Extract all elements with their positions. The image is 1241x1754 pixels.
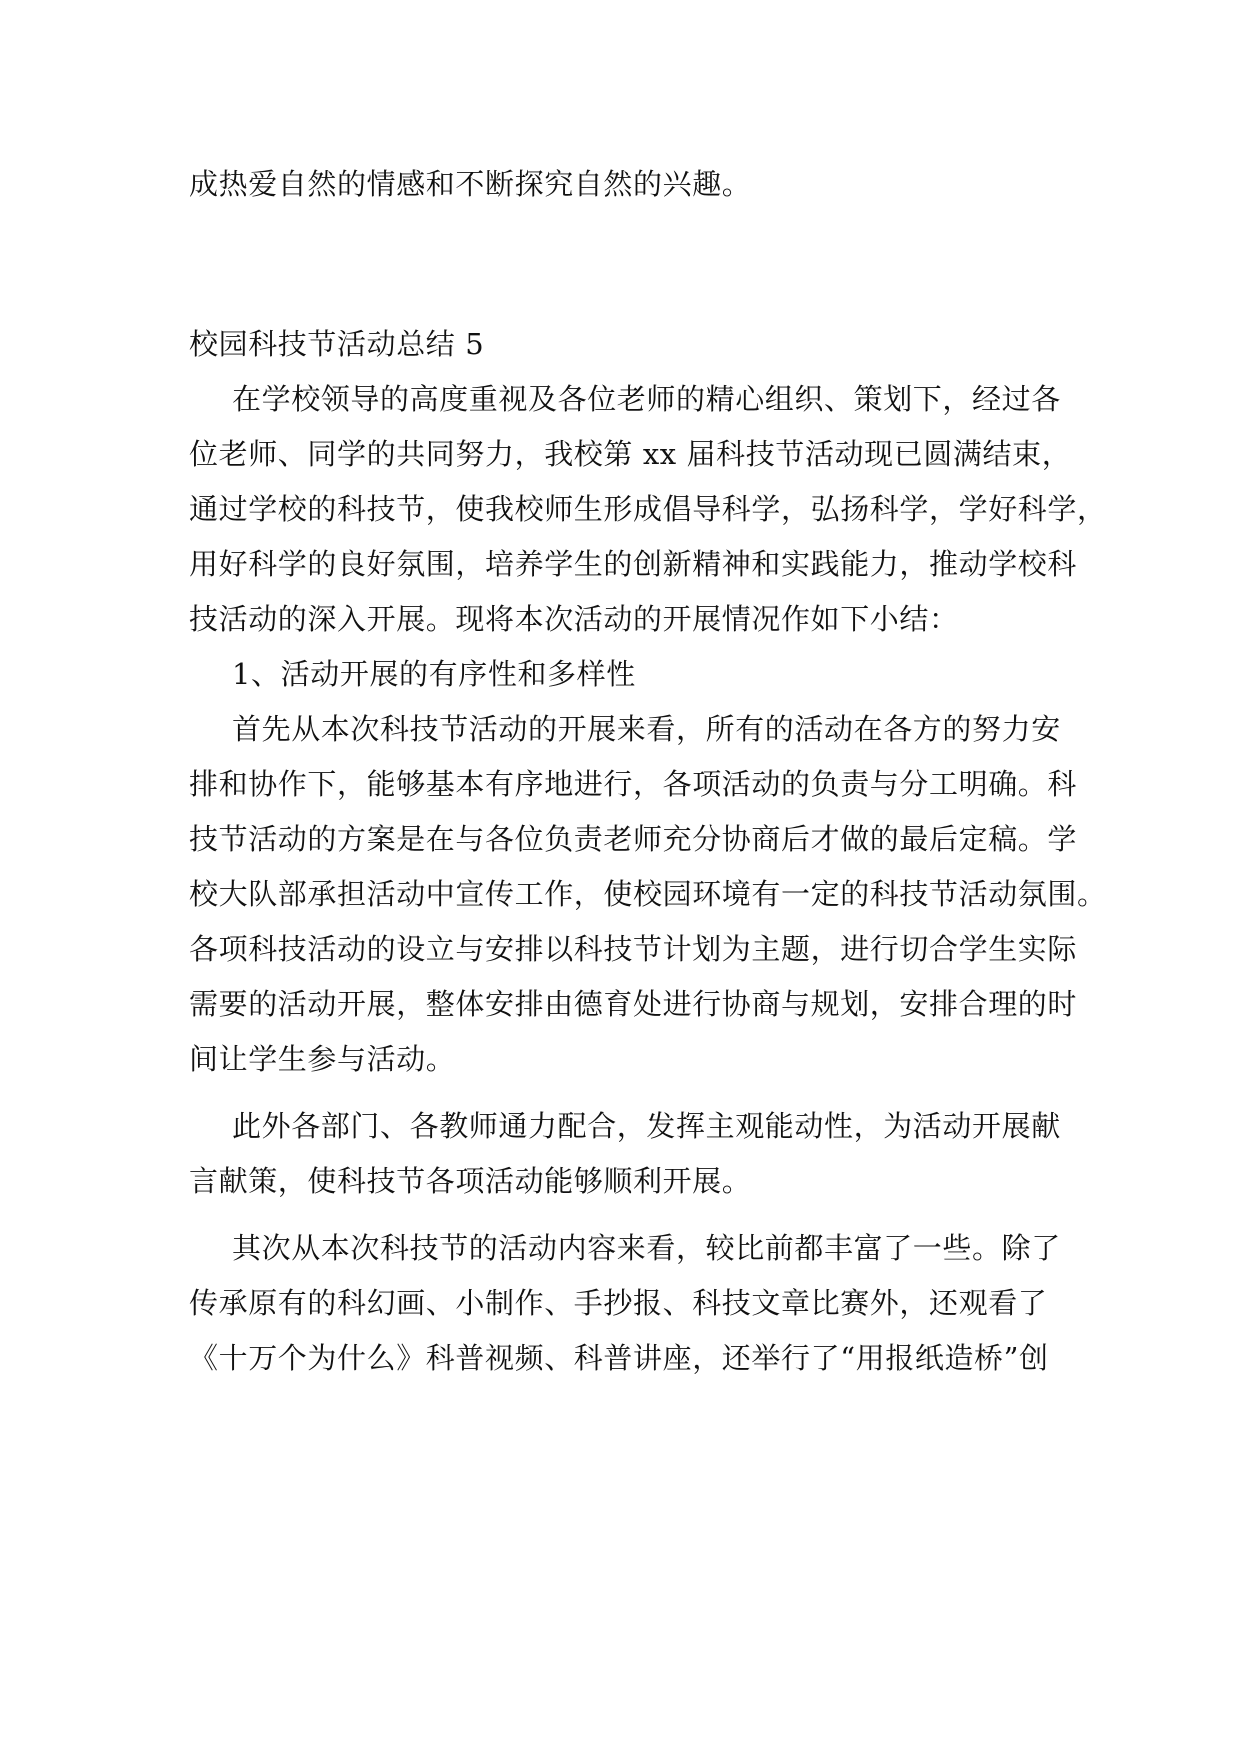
paragraph-line: 需要的活动开展，整体安排由德育处进行协商与规划，安排合理的时 <box>189 987 1078 1021</box>
paragraph-line: 间让学生参与活动。 <box>189 1042 456 1076</box>
paragraph-line: 《十万个为什么》科普视频、科普讲座，还举行了“用报纸造桥”创 <box>189 1341 1049 1375</box>
paragraph-line: 其次从本次科技节的活动内容来看，较比前都丰富了一些。除了 <box>232 1231 1061 1265</box>
paragraph-line: 排和协作下，能够基本有序地进行，各项活动的负责与分工明确。科 <box>189 767 1078 801</box>
paragraph-line: 各项科技活动的设立与安排以科技节计划为主题，进行切合学生实际 <box>189 932 1078 966</box>
paragraph-line: 技活动的深入开展。现将本次活动的开展情况作如下小结： <box>189 602 959 636</box>
section-heading: 校园科技节活动总结 5 <box>189 327 485 361</box>
paragraph-line: 传承原有的科幻画、小制作、手抄报、科技文章比赛外，还观看了 <box>189 1286 1048 1320</box>
paragraph-line: 此外各部门、各教师通力配合，发挥主观能动性，为活动开展献 <box>232 1109 1061 1143</box>
paragraph-line: 在学校领导的高度重视及各位老师的精心组织、策划下，经过各 <box>232 382 1061 416</box>
paragraph-line: 校大队部承担活动中宣传工作，使校园环境有一定的科技节活动氛围。 <box>189 877 1107 911</box>
paragraph-line: 首先从本次科技节活动的开展来看，所有的活动在各方的努力安 <box>232 712 1061 746</box>
paragraph-line: 言献策，使科技节各项活动能够顺利开展。 <box>189 1164 752 1198</box>
paragraph-line: 用好科学的良好氛围，培养学生的创新精神和实践能力，推动学校科 <box>189 547 1078 581</box>
paragraph-line: 成热爱自然的情感和不断探究自然的兴趣。 <box>189 167 752 201</box>
paragraph-line: 技节活动的方案是在与各位负责老师充分协商后才做的最后定稿。学 <box>189 822 1078 856</box>
paragraph-line: 通过学校的科技节，使我校师生形成倡导科学，弘扬科学，学好科学， <box>189 492 1107 526</box>
paragraph-line: 位老师、同学的共同努力，我校第 xx 届科技节活动现已圆满结束， <box>189 437 1072 471</box>
subheading: 1、活动开展的有序性和多样性 <box>232 657 636 691</box>
